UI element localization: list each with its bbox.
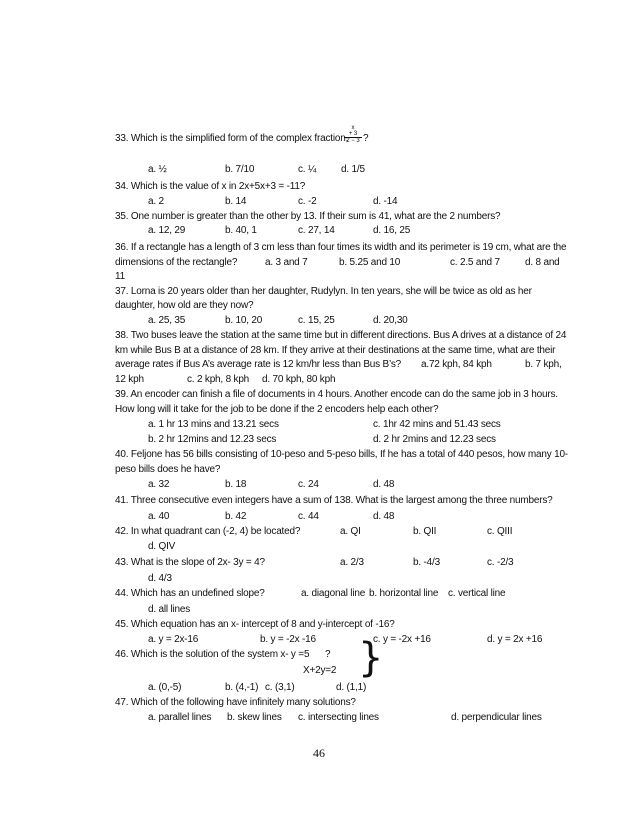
question-36: 36. If a rectangle has a length of 3 cm less than four times its width and its perimeter is 19 cm, what are the [115,242,567,253]
document-page: 33. Which is the simplified form of the complex fraction, ? x + 3 2 − 3 a. ½ b. 7/10 c. ¼ d. 1/5 34. Which is the value of x in 2x+5x+3 = -11? a. 2 b. 14 c. -2 d. -14 35. One number is greater than the other by 13. If their sum is 41, what are the 2 numbers? a. 12, 29 b. 40, 1 c. 27, 14 d. 16, 25 36. If a rectangle has a length of 3 cm less than four times its width and its perimeter is 19 cm, what are the dimensions of the rectangle? a. 3 and 7 b. 5.25 and 10 c. 2.5 and 7 d. 8 and 11 37. Lorna is 20 years older than her daughter, Rudylyn. In ten years, she will be twice as old as her daughter, how old are they now? a. 25, 35 b. 10, 20 c. 15, 25 d. 20,30 38. Two buses leave the station at the same time but in different directions. Bus A drives at a distance of 24 km while Bus B at a distance of 28 km. If they arrive at their destinations at the same time, what are their average rates if Bus A’s average rate is 12 km/hr less than Bus B’s? a.72 kph, 84 kph b. 7 kph, 12 kph c. 2 kph, 8 kph d. 70 kph, 80 kph 39. An encoder can finish a file of documents in 4 hours. Another encode can do the same job in 3 hours. How long will it take for the job to be done if the 2 encoders help each other? a. 1 hr 13 mins and 13.21 secs c. 1hr 42 mins and 51.43 secs b. 2 hr 12mins and 12.23 secs d. 2 hr 2mins and 12.23 secs 40. Feljone has 56 bills consisting of 10-peso and 5-peso bills, If he has a total of 440 pesos, how many 10- peso bills does he have? a. 32 b. 18 c. 24 d. 48 41. Three consecutive even integers have a sum of 138. What is the largest among the three numbers? a. 40 b. 42 c. 44 d. 48 42. In what quadrant can (-2, 4) be located? a. QI b. QII c. QIII d. QIV 43. What is the slope of 2x- 3y = 4? a. 2/3 b. -4/3 c. -2/3 d. 4/3 44. Which has an undefined slope? a. diagonal line b. horizontal line c. vertical line d. all lines 45. Which equation has an x- intercept of 8 and y-intercept of -16? a. y = 2x-16 b. y = -2x -16 c. y = -2x +16 d. y = 2x +16 46. Which is the solution of the system x- y =5 ? X+2y=2 } a. (0,-5) b. (4,-1) c. (3,1) d. (1,1) 47. Which of the following have infinitely many solutions? a. parallel lines b. skew lines c. intersecting lines d. perpendicular lines 46 [0,0,638,826]
q46-option-b[interactable]: b. (4,-1) [225,682,259,693]
q37-option-c[interactable]: c. 15, 25 [298,315,335,326]
q41-option-a[interactable]: a. 40 [148,511,170,522]
q44-option-b[interactable]: b. horizontal line [369,588,439,599]
q41-option-c[interactable]: c. 44 [298,511,319,522]
question-40-line-2: peso bills does he have? [115,464,221,475]
q45-option-b[interactable]: b. y = -2x -16 [260,634,316,645]
question-38-line-3: average rates if Bus A’s average rate is 12 km/hr less than Bus B’s? a.72 kph, 84 kph b. 7 kph, [115,359,562,370]
q35-option-d[interactable]: d. 16, 25 [373,225,411,236]
system-brace: } [358,635,384,681]
question-33 [115,132,567,145]
q47-option-b[interactable]: b. skew lines [227,712,282,723]
question-38: 38. Two buses leave the station at the same time but in different directions. Bus A drives at a distance of 24 [115,330,567,341]
q44-option-a[interactable]: a. diagonal line [301,588,366,599]
q35-option-b[interactable]: b. 40, 1 [225,225,257,236]
question-35: 35. One number is greater than the other by 13. If their sum is 41, what are the 2 numbers? [115,211,501,222]
q37-option-a[interactable]: a. 25, 35 [148,315,186,326]
q42-option-a[interactable]: a. QI [340,526,361,537]
q47-option-a[interactable]: a. parallel lines [148,712,212,723]
q44-option-d[interactable]: d. all lines [148,604,191,615]
q43-option-b[interactable]: b. -4/3 [413,557,440,568]
question-46-mark: ? [325,649,331,660]
q38-option-a[interactable]: a.72 kph, 84 kph [421,359,492,370]
q36-option-c[interactable]: c. 2.5 and 7 [450,257,500,268]
question-42: 42. In what quadrant can (-2, 4) be located? a. QI b. QII c. QIII [115,526,513,537]
q33-option-d[interactable]: d. 1/5 [341,164,365,175]
q42-option-c[interactable]: c. QIII [487,526,513,537]
q46-option-c[interactable]: c. (3,1) [265,682,295,693]
q46-option-d[interactable]: d. (1,1) [336,682,367,693]
q37-option-b[interactable]: b. 10, 20 [225,315,263,326]
q36-option-a[interactable]: a. 3 and 7 [265,257,308,268]
q34-option-b[interactable]: b. 14 [225,196,247,207]
q41-option-d[interactable]: d. 48 [373,511,395,522]
page-number: 46 [313,746,325,760]
question-34: 34. Which is the value of x in 2x+5x+3 = -11? [115,181,306,192]
q35-option-a[interactable]: a. 12, 29 [148,225,186,236]
q44-option-c[interactable]: c. vertical line [448,588,506,599]
q38-option-d[interactable]: d. 70 kph, 80 kph [262,374,336,385]
question-41: 41. Three consecutive even integers have a sum of 138. What is the largest among the three numbers? [115,495,553,506]
q43-option-a[interactable]: a. 2/3 [340,557,364,568]
question-39-line-2: How long will it take for the job to be done if the 2 encoders help each other? [115,404,439,415]
question-40: 40. Feljone has 56 bills consisting of 10-peso and 5-peso bills, If he has a total of 440 pesos, how many 10- [115,449,568,460]
q45-option-c[interactable]: c. y = -2x +16 [373,634,431,645]
q43-option-c[interactable]: c. -2/3 [487,557,514,568]
question-33-mark: ? [363,133,369,144]
q45-option-a[interactable]: a. y = 2x-16 [148,634,199,645]
question-37: 37. Lorna is 20 years older than her daughter, Rudylyn. In ten years, she will be twice as old as her [115,286,532,297]
q40-option-b[interactable]: b. 18 [225,479,247,490]
question-47: 47. Which of the following have infinitely many solutions? [115,697,356,708]
question-43: 43. What is the slope of 2x- 3y = 4? a. 2/3 b. -4/3 c. -2/3 [115,557,514,568]
q39-option-a[interactable]: a. 1 hr 13 mins and 13.21 secs [148,419,279,430]
q43-option-d[interactable]: d. 4/3 [148,573,172,584]
question-38-line-2: km while Bus B at a distance of 28 km. If they arrive at their destinations at the same time, what are their [115,345,556,356]
q33-option-c[interactable]: c. ¼ [298,164,317,175]
question-36-line-3: 11 [115,271,125,282]
q36-option-d[interactable]: d. 8 and [525,257,560,268]
question-37-line-2: daughter, how old are they now? [115,300,254,311]
q42-option-d[interactable]: d. QIV [148,541,176,552]
q33-option-a[interactable]: a. ½ [148,164,167,175]
q40-option-c[interactable]: c. 24 [298,479,319,490]
question-39: 39. An encoder can finish a file of documents in 4 hours. Another encode can do the same job in 3 hours. [115,389,558,400]
q34-option-a[interactable]: a. 2 [148,196,164,207]
q45-option-d[interactable]: d. y = 2x +16 [487,634,543,645]
q39-option-c[interactable]: c. 1hr 42 mins and 51.43 secs [373,419,501,430]
q47-option-d[interactable]: d. perpendicular lines [451,712,542,723]
q37-option-d[interactable]: d. 20,30 [373,315,408,326]
q40-option-d[interactable]: d. 48 [373,479,395,490]
q46-option-a[interactable]: a. (0,-5) [148,682,182,693]
q33-option-b[interactable]: b. 7/10 [225,164,255,175]
q38-option-b-cont: 12 kph [115,374,144,385]
q40-option-a[interactable]: a. 32 [148,479,170,490]
q39-option-d[interactable]: d. 2 hr 2mins and 12.23 secs [373,434,496,445]
q47-option-c[interactable]: c. intersecting lines [298,712,379,723]
q34-option-c[interactable]: c. -2 [298,196,317,207]
question-44: 44. Which has an undefined slope? a. diagonal line b. horizontal line c. vertical line [115,588,506,599]
question-45: 45. Which equation has an x- intercept of 8 and y-intercept of -16? [115,619,395,630]
q36-option-b[interactable]: b. 5.25 and 10 [339,257,401,268]
q38-option-b[interactable]: b. 7 kph, [525,359,562,370]
q41-option-b[interactable]: b. 42 [225,511,247,522]
complex-fraction: x + 3 2 − 3 [343,125,363,159]
question-36-line-2: dimensions of the rectangle? a. 3 and 7 b. 5.25 and 10 c. 2.5 and 7 d. 8 and [115,257,560,268]
q34-option-d[interactable]: d. -14 [373,196,398,207]
question-46: 46. Which is the solution of the system x- y =5 ? [115,649,331,660]
q35-option-c[interactable]: c. 27, 14 [298,225,335,236]
q42-option-b[interactable]: b. QII [413,526,437,537]
q38-option-c[interactable]: c. 2 kph, 8 kph [187,374,250,385]
q39-option-b[interactable]: b. 2 hr 12mins and 12.23 secs [148,434,277,445]
question-33-text: 33. Which is the simplified form of the complex fraction, [115,133,349,144]
